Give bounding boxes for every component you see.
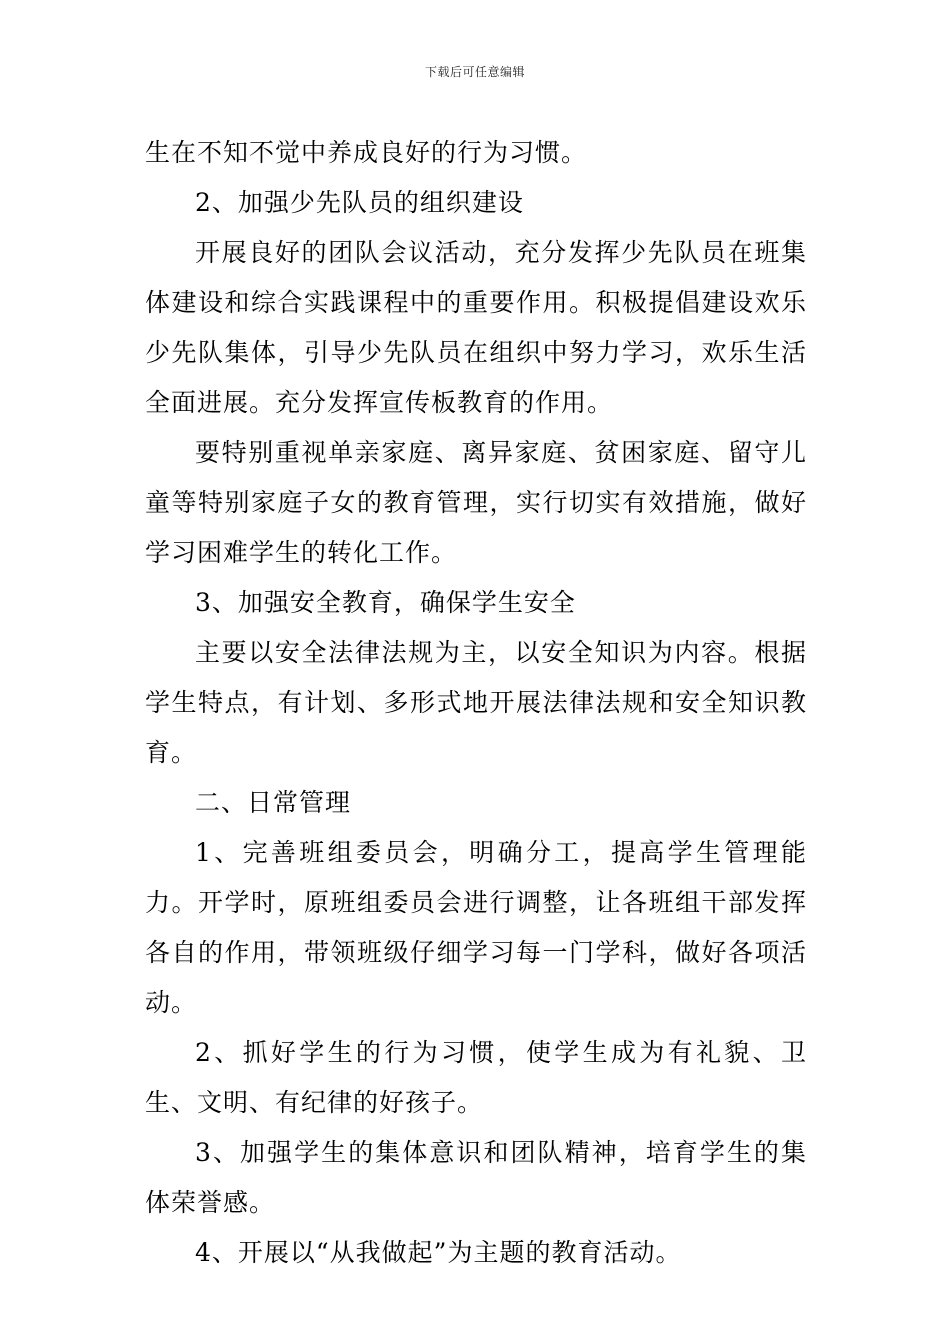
document-body — [145, 128, 807, 1278]
paragraph-behavior-habits: 2、抓好学生的行为习惯，使学生成为有礼貌、卫生、文明、有纪律的好孩子。 — [145, 1038, 807, 1117]
paragraph-collective-awareness: 3、加强学生的集体意识和团队精神，培育学生的集体荣誉感。 — [145, 1138, 807, 1217]
heading-daily-management: 二、日常管理 — [195, 788, 352, 817]
heading-safety-education: 3、加强安全教育，确保学生安全 — [195, 588, 576, 617]
paragraph-theme-activity: 4、开展以“从我做起”为主题的教育活动。 — [195, 1238, 682, 1267]
paragraph-continuation: 生在不知不觉中养成良好的行为习惯。 — [145, 138, 588, 167]
heading-organization-building: 2、加强少先队员的组织建设 — [195, 188, 524, 217]
paragraph-class-committee: 1、完善班组委员会，明确分工，提高学生管理能力。开学时，原班组委员会进行调整，让各班组干部发挥各自的作用，带领班级仔细学习每一门学科，做好各项活动。 — [145, 838, 807, 1017]
page-header: 下载后可任意编辑 — [424, 65, 525, 79]
paragraph-special-families: 要特别重视单亲家庭、离异家庭、贫困家庭、留守儿童等特别家庭子女的教育管理，实行切实有效措施，做好学习困难学生的转化工作。 — [145, 438, 807, 567]
paragraph-safety-content: 主要以安全法律法规为主，以安全知识为内容。根据学生特点，有计划、多形式地开展法律法规和安全知识教育。 — [145, 638, 807, 767]
paragraph-team-activities: 开展良好的团队会议活动，充分发挥少先队员在班集体建设和综合实践课程中的重要作用。积极提倡建设欢乐少先队集体，引导少先队员在组织中努力学习，欢乐生活全面进展。充分发挥宣传板教育的作用。 — [145, 238, 807, 417]
